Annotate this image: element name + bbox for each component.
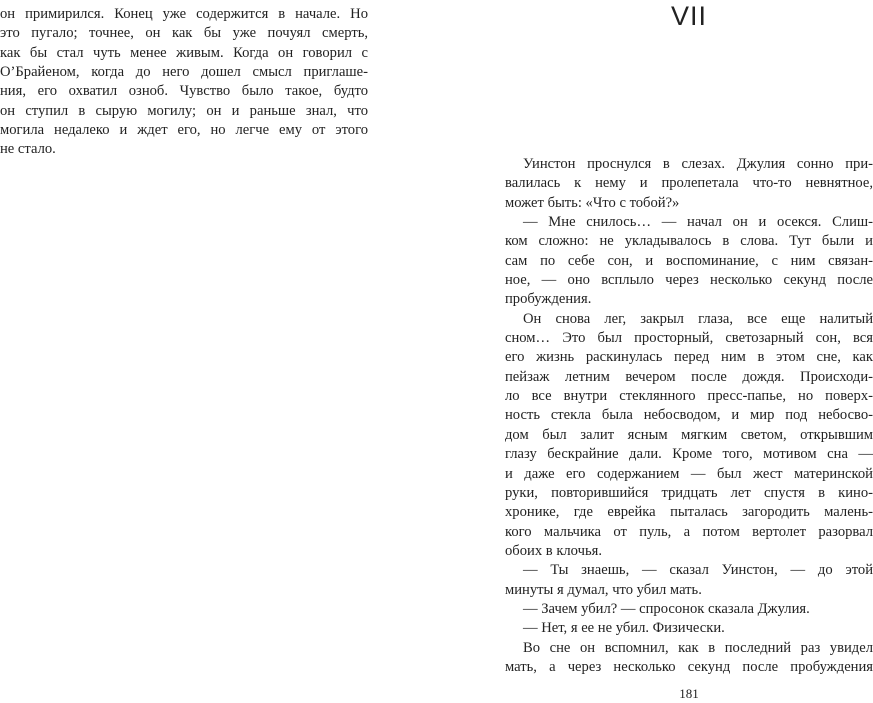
page-number: 181	[679, 686, 699, 701]
chapter-number: VII	[670, 1, 707, 31]
text-line: не стало.	[0, 141, 56, 158]
text-line: хронике, где еврейка пыталась загородить малень-	[505, 504, 873, 521]
text-line: обоих в клочья.	[505, 542, 602, 559]
text-line: дом был залит ясным мягким светом, открывшим	[505, 426, 873, 443]
text-line: ное, — оно всплыло через несколько секунд после	[505, 272, 873, 289]
text-line: и даже его содержанием — был жест материнской	[505, 465, 873, 482]
text-line: ния, его охватил озноб. Чувство было такое, будто	[0, 83, 368, 100]
text-line: это пугало; точнее, он как бы уже почуял смерть,	[0, 25, 368, 42]
text-line: глазу бескрайние дали. Кроме того, мотивом сна —	[505, 446, 873, 463]
text-line: валилась к нему и пролепетала что-то невнятное,	[505, 175, 873, 192]
text-line: ность стекла была небосводом, и мир под небосво-	[505, 407, 873, 424]
text-line: — Зачем убил? — спросонок сказала Джулия.	[523, 600, 810, 617]
text-line: пробуждения.	[505, 291, 592, 308]
text-line: руки, повторившийся тридцать лет спустя в кино-	[505, 484, 873, 501]
text-line: Уинстон проснулся в слезах. Джулия сонно при-	[523, 156, 873, 172]
text-line: мать, а через несколько секунд после пробуждения	[505, 658, 873, 675]
text-line: как бы стал чуть менее живым. Когда он говорил с	[0, 44, 368, 61]
text-line: — Ты знаешь, — сказал Уинстон, — до этой	[523, 562, 873, 579]
text-line: он примирился. Конец уже содержится в начале. Но	[0, 6, 368, 22]
text-line: минуты я думал, что убил мать.	[505, 581, 702, 598]
text-line: могила недалеко и ждет его, но легче ему от этого	[0, 122, 368, 139]
text-line: Он снова лег, закрыл глаза, все еще налитый	[523, 310, 873, 327]
text-line: — Нет, я ее не убил. Физически.	[523, 620, 725, 637]
text-line: ком сложно: не укладывалось в слова. Тут были и	[505, 233, 873, 250]
left-page-text	[0, 5, 368, 160]
text-line: кого мальчика от пуль, а потом вертолет разорвал	[505, 523, 873, 540]
text-line: сам по себе сон, и воспоминание, с ним связан-	[505, 252, 873, 269]
right-page-text	[505, 155, 873, 677]
text-line: пейзаж летним вечером после дождя. Происходи-	[505, 368, 873, 385]
text-line: ло все внутри стеклянного пресс-папье, но поверх-	[505, 388, 873, 405]
text-line: — Мне снилось… — начал он и осекся. Слиш-	[523, 214, 873, 231]
text-line: он ступил в сырую могилу; он и раньше знал, что	[0, 102, 368, 119]
text-line: Во сне он вспомнил, как в последний раз увидел	[523, 639, 873, 656]
text-line: О’Брайеном, когда до него дошел смысл приглаше-	[0, 64, 368, 81]
text-line: может быть: «Что с тобой?»	[505, 194, 680, 211]
text-line: его жизнь раскинулась перед ним в этом сне, как	[505, 349, 873, 366]
text-line: сном… Это был просторный, светозарный сон, вся	[505, 330, 873, 347]
